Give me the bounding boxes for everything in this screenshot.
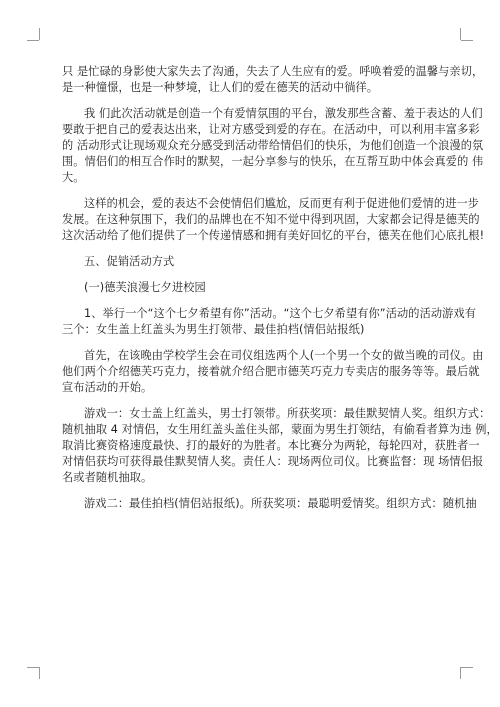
text-line: 名或者随机抽取。	[62, 471, 153, 484]
text-line: (一)德芙浪漫七夕进校园	[84, 281, 206, 294]
paragraph-gap	[62, 338, 442, 348]
text-line: 这样的机会，爱的表达不会使情侣们尴尬，反而更有利于促进他们爱情的进一步	[84, 197, 480, 210]
text-line: 这次活动给了他们提供了一个传递情感和拥有美好回忆的平台，德芙在他们心底扎根!	[62, 229, 485, 242]
crop-mark-top-right-h	[461, 40, 473, 41]
paragraph-gap	[62, 96, 442, 106]
text-line: 随机抽取 4 对情侣，女生用红盖头盖住头部，蒙面为男生打领结，有偷看者算为违 例，	[62, 423, 498, 436]
text-line: 五、促销活动方式	[84, 255, 175, 268]
text-line: 首先，在该晚由学校学生会在司仪组选两个人(一个男一个女的做当晚的司仪。由	[84, 349, 484, 362]
paragraph-gap	[62, 244, 442, 254]
paragraph-gap	[62, 296, 442, 306]
document-body	[62, 64, 498, 512]
crop-mark-top-left-h	[27, 40, 39, 41]
text-line: 的 活动形式让现场观众充分感受到活动带给情侣们的快乐，为他们创造一个浪漫的氛	[62, 139, 484, 152]
text-line: 对情侣获均可获得最佳默契情人奖。责任人：现场两位司仪。比赛监督：现 场情侣报	[62, 455, 484, 468]
paragraph-gap	[62, 486, 442, 496]
text-line: 取消比赛资格速度最快、打的最好的为胜者。本比赛分为两轮，每轮四对，获胜者一	[62, 439, 480, 452]
crop-mark-top-right-v	[460, 28, 461, 40]
crop-mark-bottom-left-v	[39, 667, 40, 679]
crop-mark-top-left-v	[39, 28, 40, 40]
paragraph-gap	[62, 270, 442, 280]
text-line: 宣布活动的开始。	[62, 381, 153, 394]
text-line: 三个：女生盖上红盖头为男生打领带、最佳拍档(情侣站报纸)	[62, 323, 365, 336]
text-line: 1、举行一个“这个七夕希望有你”活动。“这个七夕希望有你”活动的活动游戏有	[84, 307, 477, 320]
text-line: 我 们此次活动就是创造一个有爱情氛围的平台，激发那些含蓄、羞于表达的人们	[84, 107, 483, 120]
text-line: 游戏一：女士盖上红盖头，男士打领带。所获奖项：最佳默契情人奖。组织方式：	[84, 407, 491, 420]
text-line: 要敢于把自己的爱表达出来，让对方感受到爱的存在。在活动中，可以利用丰富多彩	[62, 123, 480, 136]
text-line: 他们两个介绍德芙巧克力，接着就介绍合肥市德芙巧克力专卖店的服务等等。最后就	[62, 365, 480, 378]
text-line: 发展。在这种氛围下，我们的品牌也在不知不觉中得到巩固，大家都会记得是德芙的	[62, 213, 480, 226]
text-line: 是一种憧憬，也是一种梦境，让人们的爱在德芙的活动中徜徉。	[62, 81, 379, 94]
paragraph-gap	[62, 186, 442, 196]
text-line: 围。情侣们的相互合作时的默契，一起分享参与的快乐，在互帮互助中体会真爱的 伟	[62, 155, 484, 168]
text-line: 游戏二：最佳拍档(情侣站报纸)。所获奖项：最聪明爱情奖。组织方式：随机抽	[84, 497, 477, 510]
crop-mark-bottom-right-h	[461, 667, 473, 668]
crop-mark-bottom-right-v	[460, 667, 461, 679]
text-line: 只 是忙碌的身影使大家失去了沟通，失去了人生应有的爱。呼唤着爱的温馨与亲切，	[62, 65, 484, 78]
paragraph-gap	[62, 396, 442, 406]
crop-mark-bottom-left-h	[27, 667, 39, 668]
text-line: 大。	[62, 171, 85, 184]
